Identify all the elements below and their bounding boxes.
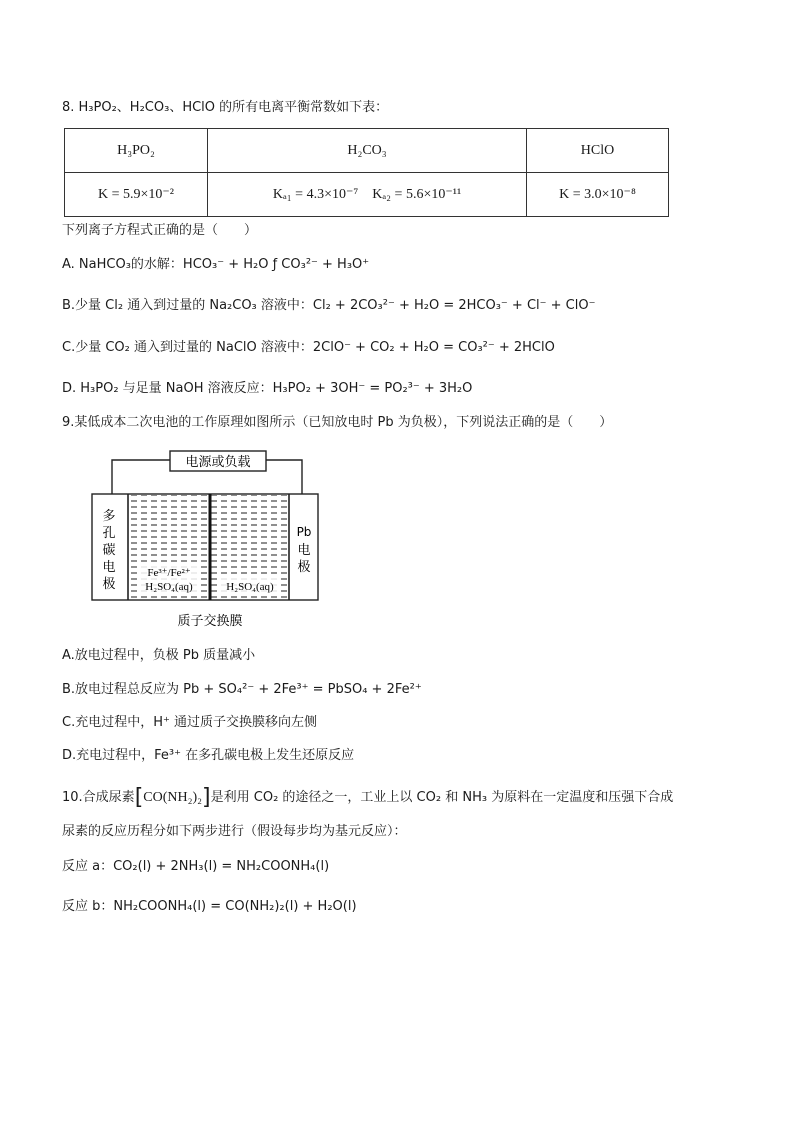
table-header-cell: H₂CO₃: [208, 129, 527, 173]
q9-option-b: B.放电过程总反应为 Pb + SO₄²⁻ + 2Fe³⁺ = PbSO₄ + 2Fe²⁺: [62, 682, 422, 697]
q9-option-d: D.充电过程中，Fe³⁺ 在多孔碳电极上发生还原反应: [62, 748, 355, 763]
q9-option-a: A.放电过程中，负极 Pb 质量减小: [62, 648, 256, 663]
left-electrode-char: 多: [102, 509, 116, 524]
table-row: [65, 173, 669, 217]
circuit-wire-left: [112, 460, 170, 494]
q10-stem-line2: 尿素的反应历程分如下两步进行（假设每步均为基元反应）：: [62, 824, 407, 839]
q9-stem: 9.某低成本二次电池的工作原理如图所示（已知放电时 Pb 为负极），下列说法正确的是（ ）: [62, 415, 613, 430]
left-electrode-char: 电: [102, 560, 116, 575]
table-row: [65, 129, 669, 173]
q8-option-a: A. NaHCO₃的水解：HCO₃⁻ + H₂O ƒ CO₃²⁻ + H₃O⁺: [62, 257, 370, 272]
left-electrode-char: 碳: [102, 543, 116, 558]
q10-reaction-a: 反应 a：CO₂(l) + 2NH₃(l) = NH₂COONH₄(l): [62, 859, 330, 874]
dissociation-constant-table: [64, 128, 669, 217]
left-solution-acid: H₂SO₄(aq): [145, 581, 193, 593]
q8-option-c: C.少量 CO₂ 通入到过量的 NaClO 溶液中：2ClO⁻ + CO₂ + H₂O = CO₃²⁻ + 2HClO: [62, 340, 555, 355]
table-cell: Kₐ₁ = 4.3×10⁻⁷ Kₐ₂ = 5.6×10⁻¹¹: [208, 173, 527, 217]
left-solution-ions: Fe³⁺/Fe²⁺: [147, 567, 191, 579]
q8-question: 下列离子方程式正确的是（ ）: [62, 223, 258, 238]
table-cell: K = 5.9×10⁻²: [65, 173, 208, 217]
q8-option-d: D. H₃PO₂ 与足量 NaOH 溶液反应：H₃PO₂ + 3OH⁻ = PO₂³⁻ + 3H₂O: [62, 381, 473, 396]
power-source-label: 电源或负载: [185, 455, 251, 470]
q8-option-b: B.少量 Cl₂ 通入到过量的 Na₂CO₃ 溶液中：Cl₂ + 2CO₃²⁻ + H₂O = 2HCO₃⁻ + Cl⁻ + ClO⁻: [62, 298, 596, 313]
battery-diagram: [90, 450, 330, 640]
right-electrode-char: 电: [297, 543, 311, 558]
right-solution-acid: H₂SO₄(aq): [226, 581, 274, 593]
membrane-caption: 质子交换膜: [177, 614, 243, 629]
circuit-wire-right: [266, 460, 302, 494]
q10-stem-prefix: 10.合成尿素: [62, 790, 135, 805]
q10-reaction-b: 反应 b：NH₂COONH₄(l) = CO(NH₂)₂(l) + H₂O(l): [62, 899, 357, 914]
left-electrode-char: 极: [102, 577, 116, 592]
table-header-cell: HClO: [527, 129, 669, 173]
right-electrode-char: Pb: [296, 525, 312, 539]
table-header-cell: H₃PO₂: [65, 129, 208, 173]
table-cell: K = 3.0×10⁻⁸: [527, 173, 669, 217]
left-electrode-char: 孔: [102, 526, 116, 541]
q10-stem: 10.合成尿素[CO(NH₂)₂]是利用 CO₂ 的途径之一，工业上以 CO₂ 和 NH₃ 为原料在一定温度和压强下合成: [62, 785, 674, 810]
q8-stem: 8. H₃PO₂、H₂CO₃、HClO 的所有电离平衡常数如下表：: [62, 100, 389, 115]
q9-option-c: C.充电过程中，H⁺ 通过质子交换膜移向左侧: [62, 715, 317, 730]
urea-formula: CO(NH₂)₂: [143, 790, 203, 805]
q10-stem-suffix: 是利用 CO₂ 的途径之一，工业上以 CO₂ 和 NH₃ 为原料在一定温度和压强下合成: [210, 790, 674, 805]
right-electrode-char: 极: [297, 560, 311, 575]
